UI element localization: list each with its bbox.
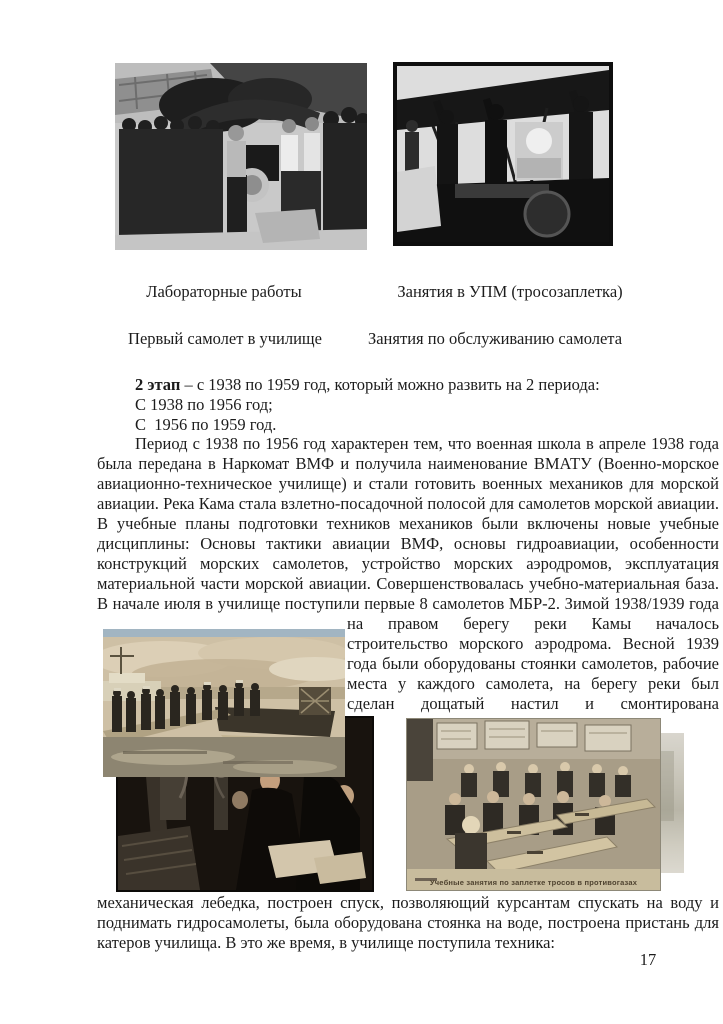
photo-upm-lesson [393,62,613,246]
photo-lab-works-image [115,63,367,250]
wrapped-paragraph-text: реки Камы началось строительство морского аэродрома. Весной 1939 года были оборудованы стоянки самолетов, рабочие места у каждого самолета, на берегу реки был сделан дощатый настил и смонтирована [347,614,719,713]
stage-paragraph [97,375,719,435]
photo-upm-lesson-image [397,66,609,242]
photo-faded-strip-detail [658,751,674,821]
photo-lab-works [115,63,367,250]
page-number: 17 [639,950,657,969]
stage-heading-rest: – с 1938 по 1959 год, который можно развить на 2 периода: [180,375,600,394]
stage-heading [97,375,719,395]
period-line-2: С 1956 по 1959 год. [135,415,277,434]
bottom-paragraph: механическая лебедка, построен спуск, позволяющий курсантам спускать на воду и поднимать гидросамолеты, была оборудована стоянка на воде, построена пристань для катеров училища. В это же время, в училище поступила техника: [97,893,719,952]
photo-classroom-image [407,719,660,890]
classroom-photo-caption: Учебные занятия по заплетке тросов в противогазах [429,878,638,887]
period-line-1: С 1938 по 1956 год; [135,395,273,414]
caption-first-airplane: Первый самолет в училище [128,329,322,348]
photo-dock-boats-image [103,629,345,777]
caption-airplane-maintenance: Занятия по обслуживанию самолета [367,329,623,348]
main-paragraph-text: Период с 1938 по 1956 год характерен тем, что военная школа в апреле 1938 года была передана в Наркомат ВМФ и получила наименование ВМАТУ (Военно-морское авиационно-техническое училище) и стали готовить военных механиков для морской авиации. Река Кама стала взлетно-посадочной полосой для самолетов морской авиации. В учебные планы подготовки техников механиков были включены новые учебные дисциплины: Основы тактики авиации ВМФ, основы гидроавиации, особенности конструкций морских самолетов, устройство морских аэродромов, эксплуатация материальной части морской авиации. Совершенствовалась учебно-материальная база. В начале июля в училище поступили первые 8 самолетов МБР-2. Зимой 1938/1939 года на правом берегу [97,434,719,633]
photo-classroom-gasmasks [407,719,660,890]
caption-lab-works: Лабораторные работы [146,282,302,301]
stage-heading-bold: 2 этап [135,375,181,394]
photo-dock-boats [103,629,345,777]
caption-upm-lesson: Занятия в УПМ (тросозаплетка) [397,282,623,301]
